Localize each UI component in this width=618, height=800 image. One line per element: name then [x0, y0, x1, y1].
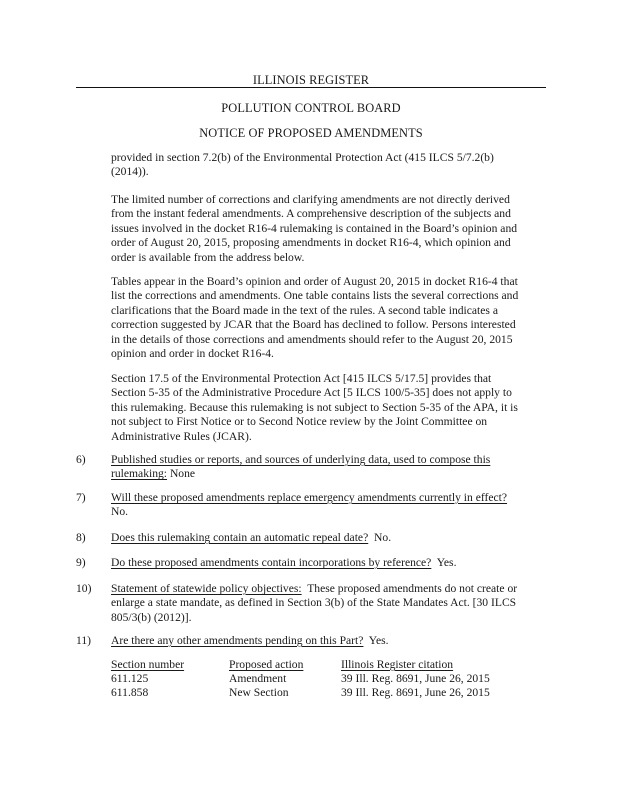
- item-question: Will these proposed amendments replace emergency amendments currently in effect?: [111, 491, 508, 504]
- column-header-proposed-action: Proposed action: [229, 658, 304, 671]
- item-question: Statement of statewide policy objectives:: [111, 582, 302, 595]
- register-title: ILLINOIS REGISTER: [252, 73, 370, 87]
- item-question: Published studies or reports, and sources of underlying data, used to compose this: [111, 453, 491, 466]
- table-row: [111, 686, 551, 700]
- item-number: 6): [76, 453, 86, 466]
- item-answer: No.: [111, 505, 129, 519]
- item-number: 8): [76, 531, 86, 544]
- item-answer: None: [169, 467, 196, 481]
- item-question: Do these proposed amendments contain incorporations by reference?: [111, 556, 432, 569]
- item-answer-continued: enlarge a state mandate, as defined in Section 3(b) of the State Mandates Act. [30 ILCS: [111, 596, 517, 610]
- item-question: Are there any other amendments pending on this Part?: [111, 634, 364, 647]
- item-body: [111, 453, 551, 482]
- item-body: [111, 634, 551, 648]
- item-number: 7): [76, 491, 86, 504]
- item-answer: No.: [374, 531, 392, 544]
- item-question: Does this rulemaking contain an automatic repeal date?: [111, 531, 369, 544]
- table-cell-section: 611.858: [111, 686, 149, 700]
- item-answer: These proposed amendments do not create or: [307, 582, 518, 595]
- table-cell-citation: 39 Ill. Reg. 8691, June 26, 2015: [341, 672, 490, 686]
- item-answer: Yes.: [368, 634, 389, 647]
- column-header-section-number: Section number: [111, 658, 185, 671]
- item-answer: Yes.: [436, 556, 457, 569]
- item-answer-continued: 805/3(b) (2012)].: [111, 610, 192, 624]
- table-cell-action: Amendment: [229, 672, 287, 686]
- paragraph-corrections: The limited number of corrections and clarifying amendments are not directly derived from the instant federal amendments. A comprehensive description of the subjects and issues involved in the docket R16-4 rulemaking is contained in the Board’s opinion and order of August 20, 2015, proposing amendments in docket R16-4, which opinion and order is available from the address below.: [111, 193, 518, 264]
- table-row: [111, 672, 551, 686]
- table-cell-action: New Section: [229, 686, 289, 700]
- pending-amendments-table: [111, 658, 551, 701]
- notice-title: NOTICE OF PROPOSED AMENDMENTS: [199, 126, 423, 140]
- paragraph-tables: Tables appear in the Board’s opinion and order of August 20, 2015 in docket R16-4 that list the corrections and amendments. One table contains lists the several corrections and clarifications that the Board made in the text of the rules. A second table indicates a correction suggested by JCAR that the Board has declined to follow. Persons interested in the details of those corrections and amendments should refer to the August 20, 2015 opinion and order in docket R16-4.: [111, 275, 519, 361]
- header-rule: [76, 87, 546, 88]
- paragraph-act-citation: provided in section 7.2(b) of the Environmental Protection Act (415 ILCS 5/7.2(b) (2014)).: [111, 151, 494, 179]
- paragraph-section-17-5: Section 17.5 of the Environmental Protection Act [415 ILCS 5/17.5] provides that Section 5-35 of the Administrative Procedure Act [5 ILCS 100/5-35] does not apply to this rulemaking. Because this rulemaking is not subject to Section 5-35 of the APA, it is not subject to First Notice or to Second Notice review by the Joint Committee on Administrative Rules (JCAR).: [111, 372, 518, 443]
- table-cell-citation: 39 Ill. Reg. 8691, June 26, 2015: [341, 686, 490, 700]
- table-header-row: [111, 658, 551, 672]
- item-body: [111, 556, 551, 570]
- item-question-continued: rulemaking:: [111, 467, 168, 481]
- table-cell-section: 611.125: [111, 672, 149, 686]
- item-body: [111, 491, 551, 520]
- item-number: 11): [76, 634, 92, 647]
- item-number: 9): [76, 556, 86, 569]
- item-body: [111, 531, 551, 545]
- agency-title: POLLUTION CONTROL BOARD: [221, 101, 401, 115]
- item-body: [111, 582, 551, 625]
- column-header-register-citation: Illinois Register citation: [341, 658, 454, 671]
- item-number: 10): [76, 582, 92, 595]
